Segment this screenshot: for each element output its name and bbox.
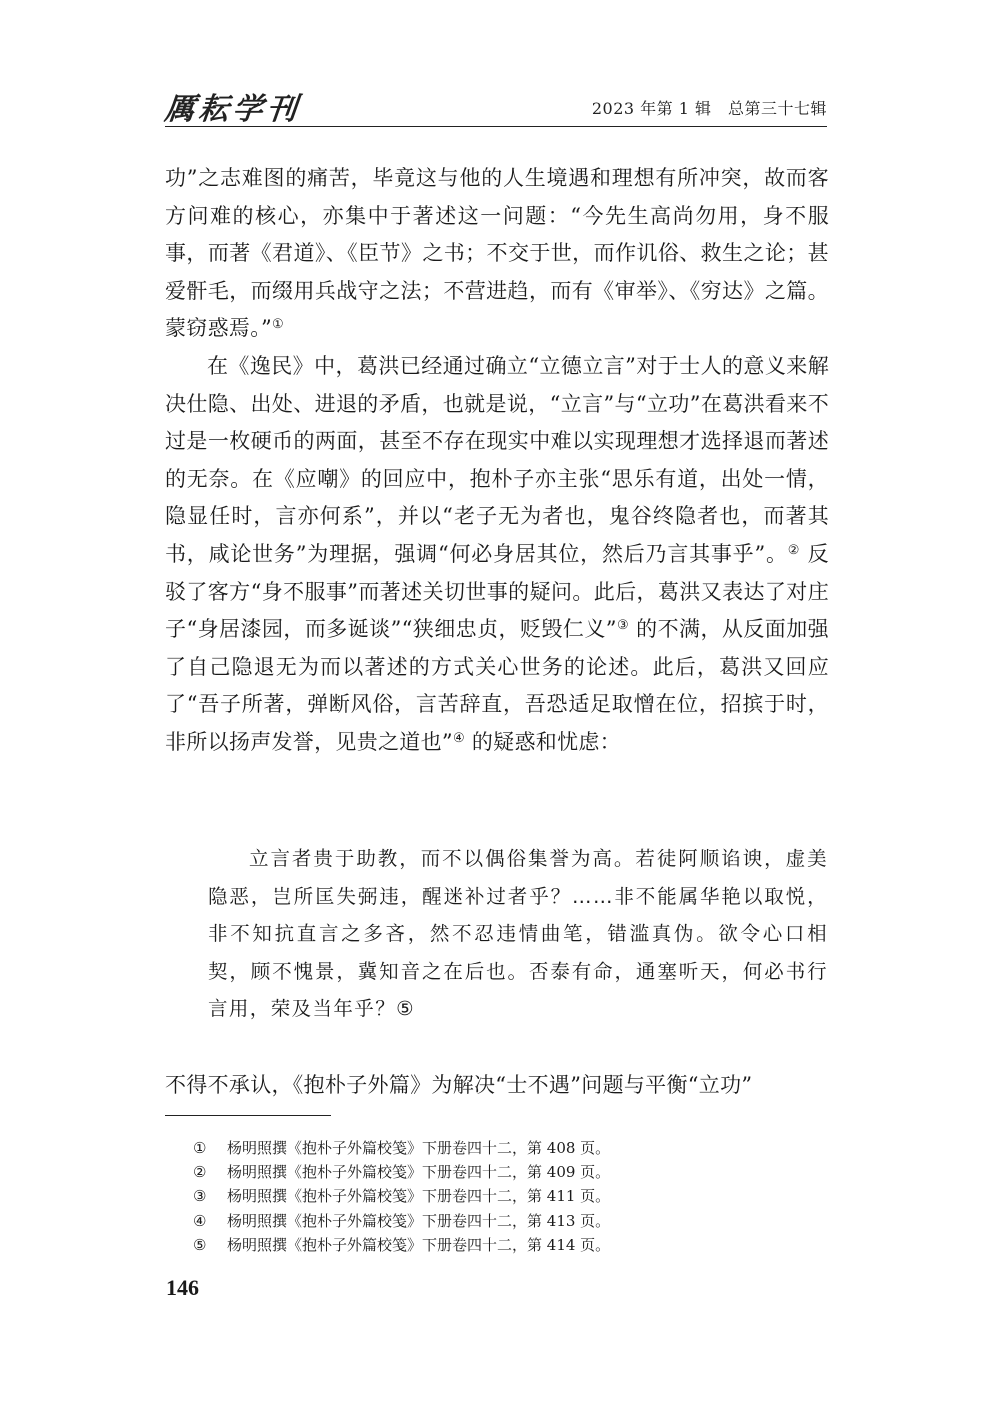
paragraph-1 [165, 160, 829, 348]
block-quote [208, 840, 828, 1028]
footnote-text: 杨明照撰《抱朴子外篇校笺》下册卷四十二，第 408 页。 [227, 1139, 611, 1157]
footnote-item [193, 1136, 813, 1160]
footnote-text: 杨明照撰《抱朴子外篇校笺》下册卷四十二，第 409 页。 [227, 1163, 611, 1182]
journal-title-logo: 厲耘学刊 [162, 92, 303, 127]
issue-info: 2023 年第 1 辑 总第三十七辑 [591, 99, 827, 118]
page-number: 146 [166, 1275, 199, 1300]
footnote-ref-5: ⑤ [396, 997, 415, 1020]
footnote-ref-4: ④ [452, 730, 465, 746]
footnote-mark: ④ [193, 1211, 207, 1230]
footnote-mark: ⑤ [193, 1235, 207, 1254]
footnote-ref-3: ③ [616, 618, 630, 634]
paragraph-2-part-2: 反驳了客方“身不服事”而著述关切世事的疑问。此后，葛洪又表达了对庄子“身居漆园，而多诞谈”“狭细忠贞，贬毁仁义” [165, 541, 829, 642]
footnote-text: 杨明照撰《抱朴子外篇校笺》下册卷四十二，第 411 页。 [227, 1187, 611, 1206]
page-header [162, 82, 827, 127]
footnote-mark: ③ [193, 1187, 207, 1206]
main-body [165, 160, 829, 762]
footnote-item [193, 1209, 813, 1233]
footnote-list [193, 1136, 813, 1257]
footnote-text: 杨明照撰《抱朴子外篇校笺》下册卷四十二，第 414 页。 [227, 1235, 611, 1254]
paragraph-2 [165, 348, 829, 762]
footnote-item [193, 1233, 813, 1257]
paragraph-3: 不得不承认，《抱朴子外篇》为解决“士不遇”问题与平衡“立功” [165, 1073, 753, 1097]
footnote-ref-1: ① [272, 317, 285, 333]
paragraph-2-part-3: 的不满，从反面加强了自己隐退无为而以著述的方式关心世务的论述。此后，葛洪又回应了“吾子所著，弹断风俗，言苦辞直，吾恐适足取憎在位，招摈于时，非所以扬声发誉，见贵之道也” [165, 617, 829, 754]
footnote-mark: ① [193, 1139, 207, 1157]
footnote-item [193, 1184, 813, 1208]
paragraph-1-text: 功”之志难图的痛苦，毕竟这与他的人生境遇和理想有所冲突，故而客方问难的核心，亦集中于著述这一问题：“今先生高尚勿用，身不服事，而著《君道》、《臣节》之书；不交于世，而作讥俗、救生之论；甚爱骭毛，而缀用兵战守之法；不营进趋，而有《审举》、《穷达》之篇。蒙窃惑焉。” [165, 166, 829, 341]
footnote-mark: ② [193, 1163, 207, 1182]
paragraph-2-part-1: 在《逸民》中，葛洪已经通过确立“立德立言”对于士人的意义来解决仕隐、出处、进退的矛盾，也就是说，“立言”与“立功”在葛洪看来不过是一枚硬币的两面，甚至不存在现实中难以实现理想才选择退而著述的无奈。在《应嘲》的回应中，抱朴子亦主张“思乐有道，出处一情，隐显任时，言亦何系”，并以“老子无为者也，鬼谷终隐者也，而著其书，咸论世务”为理据，强调“何必身居其位，然后乃言其事乎”。 [165, 353, 829, 566]
footnote-item [193, 1160, 813, 1184]
footnote-text: 杨明照撰《抱朴子外篇校笺》下册卷四十二，第 413 页。 [227, 1211, 611, 1230]
footnote-separator [165, 1115, 331, 1116]
footnote-ref-2: ② [787, 542, 801, 558]
paragraph-2-part-4: 的疑惑和忧虑： [464, 729, 621, 754]
block-quote-text: 立言者贵于助教，而不以偶俗集誉为高。若徒阿顺谄谀，虚美隐恶，岂所匡失弼违，醒迷补过者乎？……非不能属华艳以取悦，非不知抗直言之多吝，然不忍违情曲笔，错滥真伪。欲令心口相契，顾不愧景，冀知音之在后也。否泰有命，通塞听天，何必书行言用，荣及当年乎？ [208, 847, 828, 1020]
